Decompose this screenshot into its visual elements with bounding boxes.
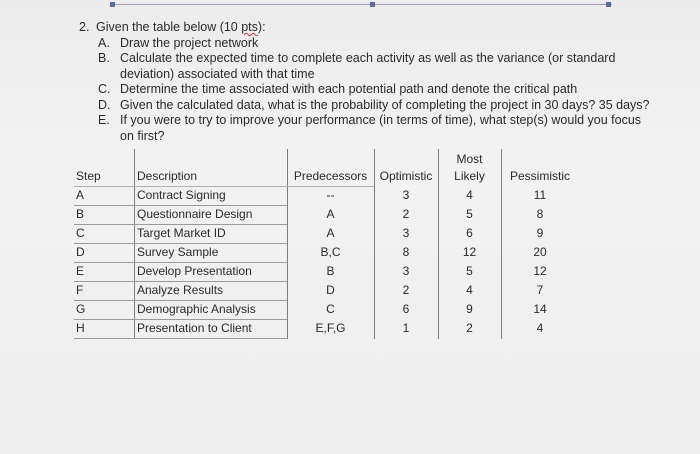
cell-most-likely: 5 — [466, 264, 473, 278]
row-divider — [74, 224, 287, 225]
activity-table — [74, 149, 579, 339]
item-letter: C. — [98, 82, 111, 96]
header-likely: Likely — [454, 169, 485, 183]
cell-step: H — [76, 321, 85, 335]
cell-predecessors: C — [326, 302, 335, 316]
header-step: Step — [76, 169, 101, 183]
cell-step: E — [76, 264, 85, 278]
row-divider — [74, 186, 374, 187]
cell-optimistic: 8 — [402, 245, 410, 259]
cell-predecessors: D — [326, 283, 335, 297]
resize-bar[interactable] — [112, 4, 612, 9]
item-text: If you were to try to improve your performance (in terms of time), what step(s) would you focus — [120, 113, 642, 127]
cell-step: F — [76, 283, 84, 297]
cell-predecessors: A — [326, 207, 335, 221]
question-title-text: Given the table below (10 — [96, 20, 242, 34]
resize-handle-left[interactable] — [110, 2, 115, 7]
cell-most-likely: 4 — [466, 188, 473, 202]
cell-pessimistic: 14 — [533, 302, 547, 316]
cell-optimistic: 1 — [402, 321, 410, 335]
item-text: Determine the time associated with each potential path and denote the critical path — [120, 82, 578, 96]
cell-most-likely: 12 — [462, 245, 477, 259]
item-letter: D. — [98, 97, 111, 112]
cell-step: C — [76, 226, 85, 240]
item-text: deviation) associated with that time — [120, 66, 315, 81]
cell-step: D — [76, 245, 85, 259]
cell-pessimistic: 8 — [536, 207, 544, 221]
cell-most-likely: 4 — [466, 283, 473, 297]
header-most: Most — [456, 152, 483, 166]
cell-description: Analyze Results — [137, 283, 224, 297]
item-text: on first? — [120, 128, 165, 143]
cell-optimistic: 3 — [402, 188, 410, 202]
question-number: 2. — [79, 20, 90, 34]
cell-optimistic: 3 — [402, 226, 410, 240]
row-divider — [74, 338, 287, 339]
question-title — [96, 20, 266, 36]
cell-optimistic: 6 — [402, 302, 410, 316]
cell-pessimistic: 9 — [536, 226, 544, 240]
item-letter: E. — [98, 113, 110, 127]
cell-optimistic: 2 — [402, 283, 410, 297]
row-divider — [74, 262, 287, 263]
cell-description: Demographic Analysis — [137, 302, 256, 316]
cell-pessimistic: 20 — [533, 245, 547, 259]
item-text: Calculate the expected time to complete each activity as well as the variance (or standard — [120, 51, 616, 65]
resize-handle-right[interactable] — [606, 2, 611, 7]
cell-predecessors: -- — [326, 188, 335, 202]
cell-step: A — [76, 188, 85, 202]
cell-step: G — [76, 302, 86, 316]
item-text: Draw the project network — [120, 35, 259, 50]
row-divider — [74, 243, 287, 244]
item-text: Given the calculated data, what is the probability of completing the project in 30 days? 35 days? — [120, 97, 650, 112]
item-letter: A. — [98, 35, 110, 50]
cell-most-likely: 5 — [466, 207, 473, 221]
item-letter: B. — [98, 51, 110, 65]
cell-step: B — [76, 207, 85, 221]
cell-description: Contract Signing — [137, 188, 226, 202]
question-title-end: ): — [257, 20, 266, 34]
row-divider — [74, 300, 287, 301]
resize-handle-middle[interactable] — [370, 2, 375, 7]
pts-text: pts — [241, 20, 258, 34]
cell-predecessors: B — [326, 264, 335, 278]
cell-description: Presentation to Client — [137, 321, 252, 335]
cell-most-likely: 2 — [466, 321, 473, 335]
cell-description: Develop Presentation — [137, 264, 252, 278]
cell-optimistic: 3 — [402, 264, 410, 278]
cell-pessimistic: 11 — [533, 188, 547, 202]
cell-description: Survey Sample — [137, 245, 219, 259]
header-pessimistic: Pessimistic — [509, 169, 570, 183]
cell-predecessors: B,C — [320, 245, 341, 259]
cell-optimistic: 2 — [402, 207, 410, 221]
cell-description: Questionnaire Design — [137, 207, 253, 221]
header-description: Description — [137, 169, 198, 183]
column-divider — [134, 149, 135, 339]
cell-predecessors: E,F,G — [315, 321, 346, 335]
cell-most-likely: 6 — [466, 226, 473, 240]
row-divider — [74, 281, 287, 282]
cell-predecessors: A — [326, 226, 335, 240]
cell-description: Target Market ID — [137, 226, 226, 240]
header-predecessors: Predecessors — [293, 169, 368, 183]
row-divider — [74, 205, 287, 206]
cell-most-likely: 9 — [466, 302, 473, 316]
cell-pessimistic: 4 — [536, 321, 544, 335]
cell-pessimistic: 7 — [536, 283, 544, 297]
row-divider — [74, 319, 287, 320]
header-optimistic: Optimistic — [379, 169, 433, 183]
cell-pessimistic: 12 — [533, 264, 547, 278]
